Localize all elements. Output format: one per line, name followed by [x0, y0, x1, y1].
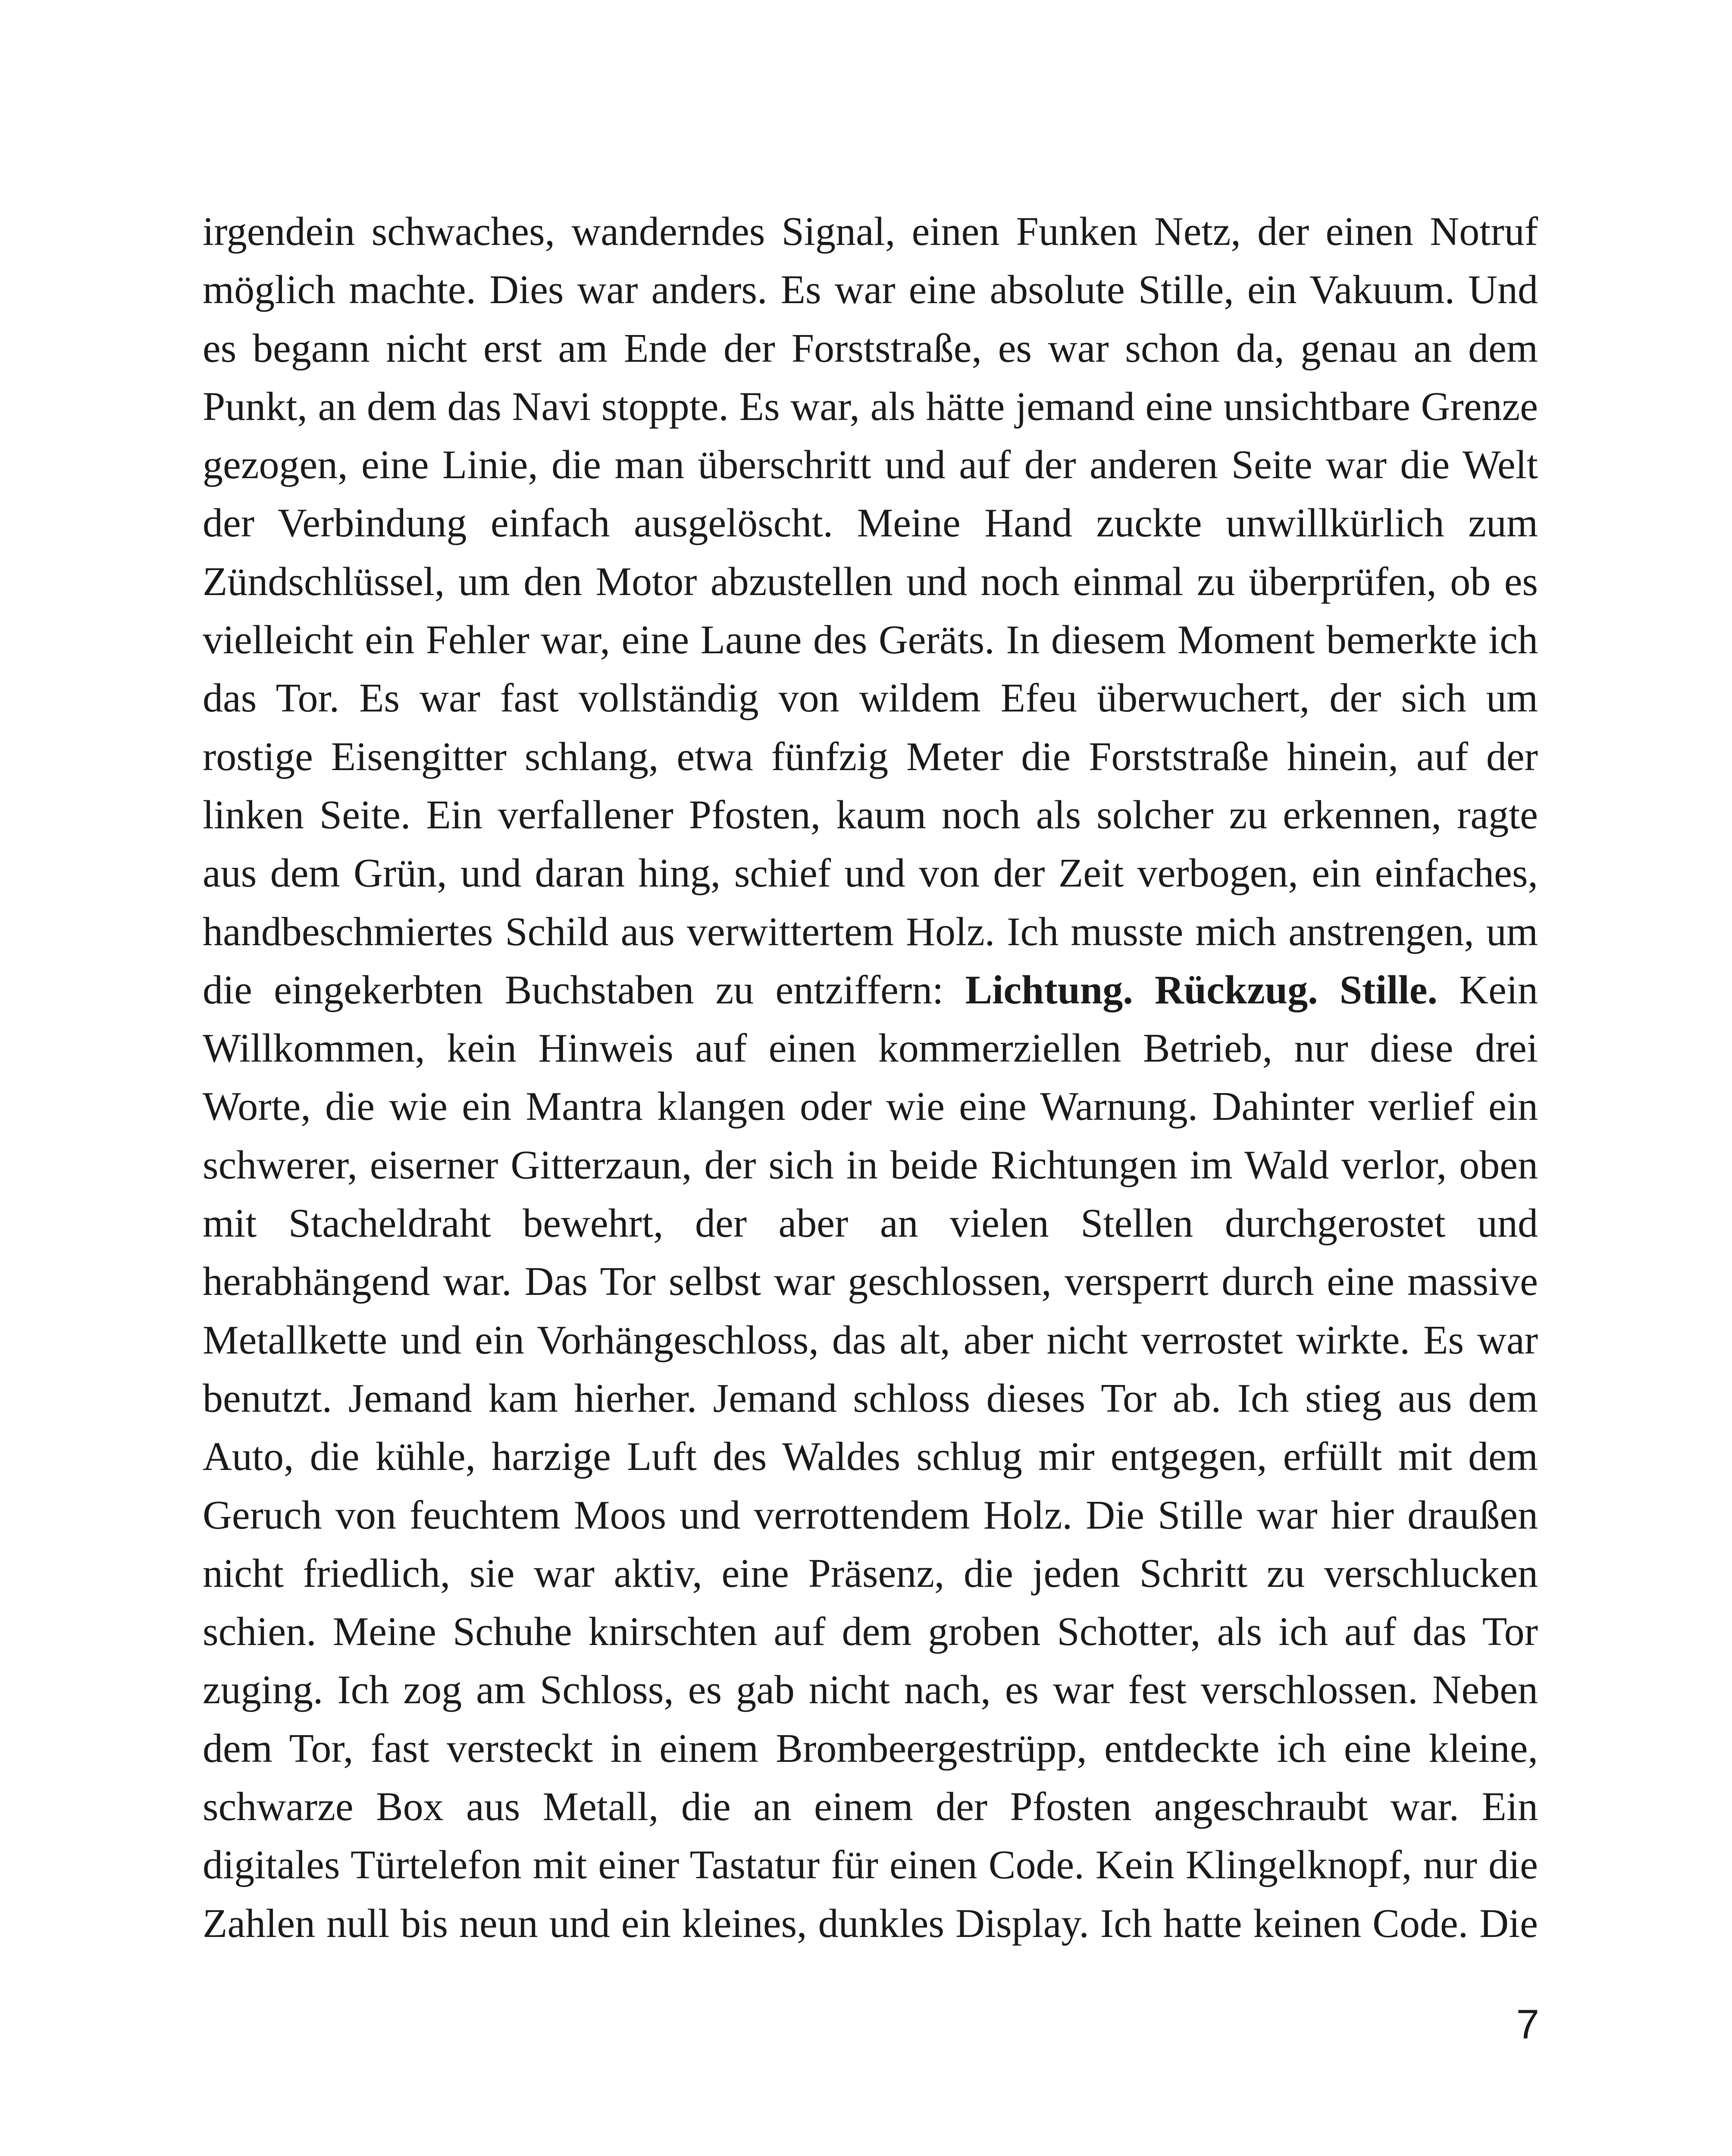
text-segment: Worte, die wie ein Mantra klangen oder wie eine Warnung. Dahinter verlief ein — [203, 1084, 1538, 1129]
text-line — [203, 1428, 1538, 1486]
text-line — [203, 553, 1538, 611]
text-line — [203, 320, 1538, 378]
body-text — [203, 203, 1538, 1953]
text-line — [203, 903, 1538, 961]
text-line — [203, 261, 1538, 319]
text-segment: Kein — [1438, 967, 1538, 1012]
text-line — [203, 203, 1538, 261]
text-segment: die eingekerbten Buchstaben zu entziffern: — [203, 967, 965, 1012]
text-segment: Punkt, an dem das Navi stoppte. Es war, als hätte jemand eine unsichtbare Grenze — [203, 384, 1538, 429]
text-segment: Willkommen, kein Hinweis auf einen kommerziellen Betrieb, nur diese drei — [203, 1026, 1538, 1071]
text-segment: es begann nicht erst am Ende der Forststraße, es war schon da, genau an dem — [203, 326, 1538, 371]
text-segment: möglich machte. Dies war anders. Es war eine absolute Stille, ein Vakuum. Und — [203, 267, 1538, 313]
text-segment: linken Seite. Ein verfallener Pfosten, kaum noch als solcher zu erkennen, ragte — [203, 792, 1538, 837]
text-segment: Metallkette und ein Vorhängeschloss, das alt, aber nicht verrostet wirkte. Es war — [203, 1317, 1538, 1363]
text-segment: aus dem Grün, und daran hing, schief und von der Zeit verbogen, ein einfaches, — [203, 851, 1538, 896]
text-segment: schwarze Box aus Metall, die an einem der Pfosten angeschraubt war. Ein — [203, 1784, 1538, 1830]
text-line — [203, 669, 1538, 727]
text-line — [203, 378, 1538, 436]
text-line — [203, 1836, 1538, 1894]
text-segment: herabhängend war. Das Tor selbst war geschlossen, versperrt durch eine massive — [203, 1259, 1538, 1304]
text-segment: der Verbindung einfach ausgelöscht. Meine Hand zuckte unwillkürlich zum — [203, 501, 1538, 546]
text-line — [203, 1369, 1538, 1428]
text-segment: irgendein schwaches, wanderndes Signal, einen Funken Netz, der einen Notruf — [203, 209, 1538, 254]
text-line — [203, 786, 1538, 844]
text-segment: zuging. Ich zog am Schloss, es gab nicht nach, es war fest verschlossen. Neben — [203, 1667, 1538, 1713]
text-segment: Geruch von feuchtem Moos und verrottendem Holz. Die Stille war hier draußen — [203, 1492, 1538, 1538]
text-segment: benutzt. Jemand kam hierher. Jemand schloss dieses Tor ab. Ich stieg aus dem — [203, 1376, 1538, 1421]
text-segment: mit Stacheldraht bewehrt, der aber an vielen Stellen durchgerostet und — [203, 1201, 1538, 1246]
sign-text-bold: Lichtung. Rückzug. Stille. — [965, 967, 1438, 1012]
text-line — [203, 1661, 1538, 1719]
text-segment: das Tor. Es war fast vollständig von wildem Efeu überwuchert, der sich um — [203, 676, 1538, 721]
text-segment: rostige Eisengitter schlang, etwa fünfzig Meter die Forststraße hinein, auf der — [203, 734, 1538, 779]
text-segment: schien. Meine Schuhe knirschten auf dem groben Schotter, als ich auf das Tor — [203, 1609, 1538, 1655]
text-line — [203, 1486, 1538, 1545]
text-line — [203, 1253, 1538, 1311]
text-segment: Zahlen null bis neun und ein kleines, dunkles Display. Ich hatte keinen Code. Die — [203, 1901, 1538, 1946]
text-line — [203, 1019, 1538, 1078]
text-line — [203, 1720, 1538, 1778]
text-segment: gezogen, eine Linie, die man überschritt und auf der anderen Seite war die Welt — [203, 442, 1538, 488]
text-line — [203, 436, 1538, 494]
text-segment: dem Tor, fast versteckt in einem Brombeergestrüpp, entdeckte ich eine kleine, — [203, 1726, 1538, 1771]
text-line — [203, 1078, 1538, 1136]
text-line — [203, 1895, 1538, 1953]
text-segment: Zündschlüssel, um den Motor abzustellen und noch einmal zu überprüfen, ob es — [203, 559, 1538, 604]
text-line — [203, 844, 1538, 903]
text-line — [203, 1194, 1538, 1253]
text-line — [203, 494, 1538, 552]
text-segment: handbeschmiertes Schild aus verwittertem Holz. Ich musste mich anstrengen, um — [203, 909, 1538, 954]
text-line — [203, 1311, 1538, 1369]
text-line — [203, 1603, 1538, 1661]
text-segment: schwerer, eiserner Gitterzaun, der sich in beide Richtungen im Wald verlor, oben — [203, 1142, 1538, 1188]
text-line — [203, 611, 1538, 669]
text-line — [203, 728, 1538, 786]
text-line — [203, 1136, 1538, 1194]
text-line — [203, 1545, 1538, 1603]
page-number: 7 — [1516, 2001, 1539, 2047]
text-segment: vielleicht ein Fehler war, eine Laune des Geräts. In diesem Moment bemerkte ich — [203, 617, 1538, 663]
text-line — [203, 961, 1538, 1019]
text-segment: digitales Türtelefon mit einer Tastatur für einen Code. Kein Klingelknopf, nur die — [203, 1843, 1538, 1888]
text-segment: nicht friedlich, sie war aktiv, eine Präsenz, die jeden Schritt zu verschlucken — [203, 1551, 1538, 1596]
text-line — [203, 1778, 1538, 1836]
text-segment: Auto, die kühle, harzige Luft des Waldes schlug mir entgegen, erfüllt mit dem — [203, 1434, 1538, 1479]
